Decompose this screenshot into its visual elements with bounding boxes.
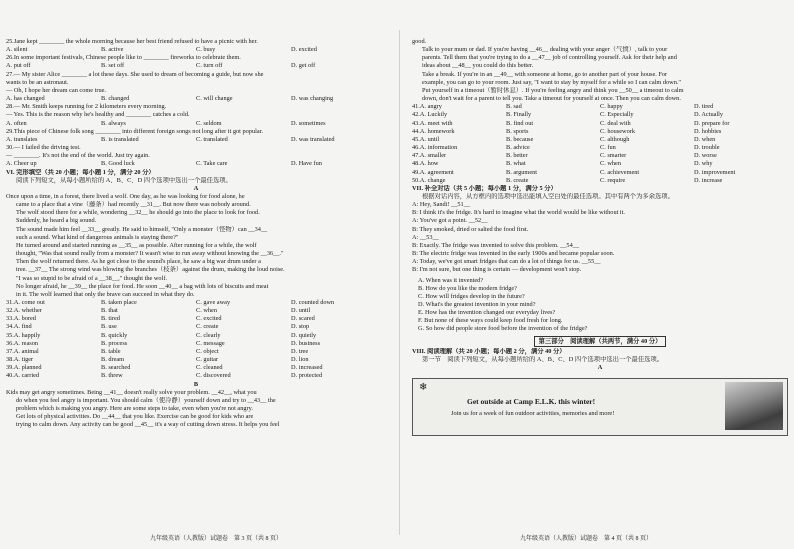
section-vii-heading: VII. 补全对话（共 5 小题；每小题 1 分，满分 5 分） [412,184,557,192]
option-row [412,120,788,128]
dialog-line: A: Hey, Sandi! __51__ [412,201,471,209]
question-line: 26.In some important festivals, Chinese people like to ________ fireworks to celebrate them. [6,54,241,62]
option-text: C. cleaned [196,364,223,372]
option-text: C. seldom [196,119,222,127]
option-text: B. Finally [506,111,532,119]
dialog-line: B: I'm not sure, but one thing is certain — development won't stop. [412,266,582,274]
option-text: A. often [6,119,27,127]
dialog-line: B: I think it's the fridge. It's hard to imagine what the world would be like without it. [412,209,626,217]
part-three-banner [412,338,788,346]
option-text: 32.A. whether [6,307,42,315]
dialog-line: A: __53__ [412,233,439,241]
option-text: B. process [101,339,128,347]
question-line: — Oh, I hope her dream can come true. [6,86,107,94]
option-text: C. although [600,135,630,143]
dialog-option: D. What's the greatest invention in your mind? [418,301,536,308]
option-text: C. happy [600,103,623,111]
option-text: 41.A. angry [412,103,442,111]
option-text: B. better [506,152,528,160]
camp-advert [412,378,788,436]
left-page-footer: 九年级英语（人教版）试题卷 第 3 页（共 8 页） [150,536,283,542]
option-row [412,160,788,168]
passage-line: No longer afraid, he __39__ the place for food. He soon __40__ a bag with lots of biscuits and meat [16,282,269,290]
option-text: D. trouble [694,144,720,152]
dialog-option: C. How will fridges develop in the future? [418,292,525,300]
option-text: 38.A. tiger [6,356,34,364]
option-text: 39.A. planned [6,364,42,372]
option-row [412,128,788,136]
option-text: D. Have fun [291,160,322,168]
option-row [6,315,386,323]
option-text: 34.A. find [6,323,32,331]
passage-line: Then the wolf returned there. As he got close to the sound's place, he saw a big war drum under a [16,258,261,266]
option-text: C. busy [196,46,216,54]
option-row [412,169,788,177]
option-text: B. create [506,176,529,184]
option-row [6,120,386,128]
option-text: C. discovered [196,372,231,380]
option-text: D. sometimes [291,119,326,127]
dialog [412,201,788,274]
option-text: D. stop [291,323,310,331]
section-viii-instruction: 第一节 阅读下列短文，从每小题所给的 A、B、C、D 四个选项中选出一个最佳选项。 [422,355,664,363]
passage-line: Once upon a time, in a forest, there lived a wolf. One day, as he was looking for food alone, he [6,192,245,200]
option-text: C. create [196,323,219,331]
option-text: C. excited [196,315,222,323]
option-text: C. require [600,176,626,184]
passage-line: in it. The wolf learned that only the brave can succeed in what they do. [16,290,195,298]
option-row [6,372,386,380]
dialog-line: A: Today, we've got smart fridges that can do a lot of things for us. __55__ [412,258,601,266]
option-text: A. has changed [6,95,45,103]
option-row [412,177,788,185]
camp-advert-subtitle: Join us for a week of fun outdoor activities, memories and more! [451,410,615,418]
option-text: B. use [101,323,117,331]
option-row [6,46,386,54]
passage-line: The sound made him feel __33__ greatly. He said to himself, "Only a monster（怪物）can __34__ [16,225,268,233]
options-41-50 [412,103,788,185]
option-text: B. sports [506,127,529,135]
option-text: C. message [196,339,225,347]
option-text: 50.A. change [412,176,446,184]
cloze-passage-b [6,389,386,430]
passage-line: The wolf stood there for a while, wondering __32__ he should go into the place to look for food. [16,209,260,217]
question-line: 29.This piece of Chinese folk song ________ into different foreign songs not long after it got popular. [6,127,263,135]
passage-line: example, you can go to your room. Just say, "I want to stay by myself for a while so I can calm down." [422,78,681,86]
option-text: D. tree [291,347,309,355]
section-vii-instruction: 根据对话内容，从方框内的选项中选出能填入空白处的最佳选项。其中有两个为多余选项。 [422,192,674,200]
option-text: 40.A. carried [6,372,40,380]
dialog-option: G. So how did people store food before the invention of the fridge? [418,325,588,333]
passage-line: "I was so stupid to be afraid of a __38__," thought the wolf. [16,274,167,282]
option-row [6,332,386,340]
passage-line: tree. __37__ The strong wind was blowing the branches（枝条）against the drum, making the loud noise. [16,266,285,274]
option-text: 47.A. smaller [412,152,447,160]
option-row [412,152,788,160]
snowflake-icon: ❄ [419,382,428,394]
option-row [6,136,386,144]
option-text: D. until [291,307,311,315]
option-text: B. is translated [101,135,139,143]
option-text: C. smarter [600,152,627,160]
question-line: 27.— My sister Alice ________ a lot these days. She used to dream of becoming a guide, but now she [6,70,264,78]
option-text: 48.A. how [412,160,439,168]
dialog-option: A. When was it invented? [418,276,484,284]
option-text: B. tired [101,315,120,323]
right-page-footer: 九年级英语（人教版）试题卷 第 4 页（共 8 页） [520,536,653,542]
option-text: B. threw [101,372,123,380]
dialog-line: B: The electric fridge was invented in the early 1900s and became popular soon. [412,250,615,258]
option-row [412,144,788,152]
option-text: D. prepare for [694,119,730,127]
reading-passage-a-label: A [597,364,603,372]
option-text: 31.A. come out [6,299,45,306]
option-text: D. worse [694,152,717,160]
section-vi-instruction: 阅读下列短文，从每小题所给的 A、B、C、D 四个选项中选出一个最佳选项。 [16,176,232,184]
option-text: 37.A. animal [6,347,39,355]
option-text: D. was changing [291,95,334,103]
option-text: C. Take care [196,160,228,168]
option-text: D. hobbies [694,127,722,135]
option-text: B. that [101,307,118,315]
option-row [6,364,386,372]
cloze-passage-b-continued [412,38,788,103]
option-text: 45.A. until [412,135,440,143]
part-three-title: 第三部分 阅读理解（共两节，满分 40 分） [534,336,667,347]
option-text: C. gave away [196,299,231,306]
option-row [6,307,386,315]
passage-line: He turned around and started running as __35__ as possible. After running for a while, the wolf [16,241,257,249]
passage-b-label: B [193,380,199,388]
option-text: B. Good luck [101,160,135,168]
camp-advert-title: Get outside at Camp E.L.K. this winter! [467,397,596,407]
multiple-choice-25-30 [6,38,386,169]
option-row [6,299,386,307]
option-row [6,160,386,168]
option-row [6,356,386,364]
question-line: 28.— Mr. Smith keeps running for 2 kilometers every morning. [6,103,167,111]
option-text: C. translated [196,135,228,143]
passage-line: thought, "Was that sound really from a monster? It wasn't wise to run away without knowing the __36__." [16,250,284,258]
option-text: D. lion [291,356,309,364]
passage-line: ideas about __48__ you could do this better. [422,62,534,70]
option-text: C. housework [600,127,635,135]
option-text: C. clearly [196,331,221,339]
option-row [412,103,788,111]
option-text: 43.A. meet with [412,119,453,127]
option-row [412,111,788,119]
option-text: D. was translated [291,135,335,143]
option-text: B. table [101,347,121,355]
option-row [6,62,386,70]
option-text: D. when [694,135,716,143]
passage-line: parents. Tell them that you're trying to do a __47__ job of controlling yourself. Ask for their help and [422,54,677,62]
option-text: B. because [506,135,534,143]
question-line: — Yes. This is the reason why he's healthy and ________ catches a cold. [6,111,190,119]
page-divider [399,30,400,535]
option-text: C. when [196,307,217,315]
camp-photo [725,382,783,430]
option-text: D. quietly [291,331,317,339]
option-text: 36.A. reason [6,339,39,347]
option-text: B. active [101,46,124,54]
option-text: D. increase [694,176,723,184]
question-line: wants to be an astronaut. [6,78,69,86]
option-text: A. translates [6,135,38,143]
option-text: D. Actually [694,111,724,119]
option-text: D. why [694,160,713,168]
cloze-passage-a [6,193,386,299]
passage-line: trying to calm down. Any activity can be good __45__ it's a way of cutting down stress. It helps you feel [16,421,280,429]
dialog-line: B: They smoked, dried or salted the food first. [412,225,529,233]
option-row [412,136,788,144]
dialog-option: F. But none of these ways could keep food fresh for long. [418,317,563,325]
passage-line: good. [412,38,427,45]
option-text: D. tired [694,103,714,111]
passage-line: Kids may get angry sometimes. Being __41__ doesn't really solve your problem. __42__, what you [6,388,257,396]
option-text: 33.A. bored [6,315,36,323]
option-text: C. Especially [600,111,634,119]
option-row [6,323,386,331]
option-text: A. Cheer up [6,160,37,168]
section-viii-heading: VIII. 阅读理解（共 20 小题；每小题 2 分，满分 40 分） [412,347,566,355]
passage-line: Put yourself in a timeout（暂时休息）. If you're feeling angry and think you __50__ a timeout to calm [422,86,684,94]
section-vi-heading: VI. 完形填空（共 20 小题；每小题 1 分，满分 20 分） [6,168,155,176]
option-text: B. sad [506,103,522,111]
question-line: 25.Jane kept ________ the whole morning because her best friend refused to have a picnic with her. [6,38,258,45]
option-row [6,95,386,103]
passage-line: do when you feel angry is important. You should calm（使冷静）yourself down and try to __43__ the [16,396,276,404]
passage-line: down, don't wait for a parent to tell you. Take a timeout for yourself at once. Then you can calm down. [422,95,681,103]
option-text: A. put off [6,62,31,70]
option-text: D. protected [291,372,323,380]
option-row [6,340,386,348]
option-text: B. dream [101,356,125,364]
dialog-line: A: You've got a point. __52__ [412,217,488,225]
passage-line: Get lots of physical activities. Do __44__ that you like. Exercise can be good for kids who are [16,413,254,421]
question-line: 30.— I failed the driving test. [6,144,81,152]
option-text: C. when [600,160,621,168]
dialog-option: E. How has the invention changed our everyday lives? [418,309,556,317]
question-line: — ________. It's not the end of the world. Just try again. [6,152,150,160]
option-text: 49.A. agreement [412,168,454,176]
dialog-option-list [412,277,788,334]
dialog-option: B. How do you like the modern fridge? [418,284,517,292]
passage-a-label: A [193,184,199,192]
option-text: B. find out [506,119,534,127]
option-row [6,348,386,356]
option-text: C. object [196,347,219,355]
option-text: B. advice [506,144,530,152]
option-text: D. improvement [694,168,736,176]
option-text: C. fun [600,144,616,152]
option-text: D. get off [291,62,316,70]
option-text: 46.A. information [412,144,458,152]
option-text: B. argument [506,168,538,176]
option-text: B. searched [101,364,131,372]
option-text: 42.A. Luckily [412,111,448,119]
left-page [6,38,386,430]
option-text: B. what [506,160,526,168]
option-text: C. will change [196,95,233,103]
option-text: C. guitar [196,356,219,364]
option-text: B. quickly [101,331,128,339]
passage-line: Talk to your mum or dad. If you're having __46__ dealing with your anger（气愤）, talk to your [422,46,668,54]
option-text: D. business [291,339,321,347]
option-text: 35.A. happily [6,331,41,339]
passage-line: problem which is making you angry. Here are some steps to take, even when you're not angry. [16,405,253,413]
option-text: D. scared [291,315,315,323]
option-text: C. deal with [600,119,631,127]
passage-line: Suddenly, he heard a big sound. [16,217,97,225]
option-text: D. increased [291,364,323,372]
option-text: C. achievement [600,168,640,176]
passage-line: came to a place that a vine（藤条）had recently __31__. But now there was nobody around. [16,201,251,209]
option-text: 44.A. homework [412,127,455,135]
passage-line: such a sound. What kind of dangerous animals is staying there?" [16,233,179,241]
option-text: A. silent [6,46,28,54]
option-text: D. counted down [291,299,335,306]
options-31-40 [6,299,386,381]
option-text: B. changed [101,95,130,103]
option-text: D. excited [291,46,317,54]
option-text: C. turn off [196,62,223,70]
option-text: B. set off [101,62,125,70]
option-text: B. always [101,119,126,127]
option-text: B. taken place [101,299,137,306]
right-page [412,38,788,436]
passage-line: Take a break. If you're in an __49__ with someone at home, go to another part of your house. For [422,70,668,78]
dialog-line: B: Exactly. The fridge was invented to solve this problem. __54__ [412,241,580,249]
